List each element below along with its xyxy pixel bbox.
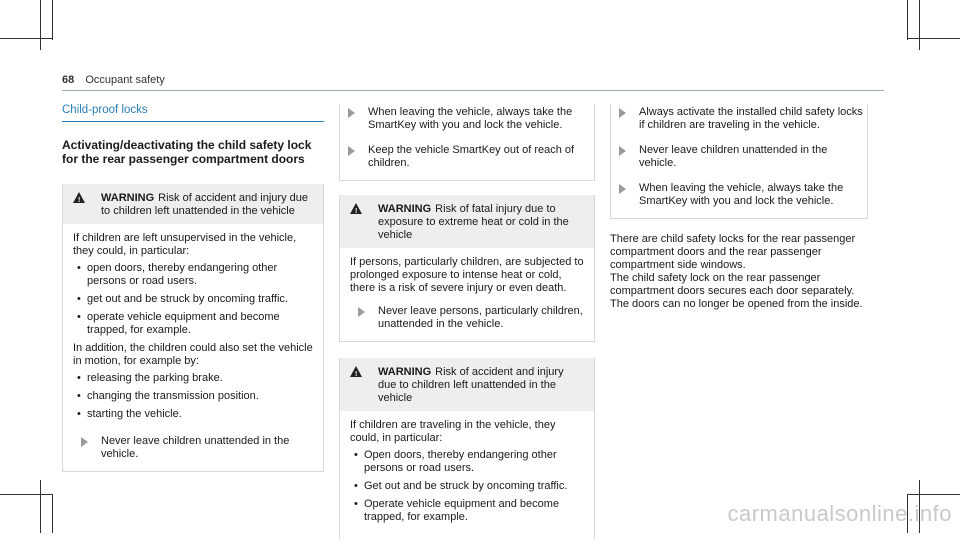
steps-box [339, 104, 595, 181]
step-text: Never leave persons, particularly children, unattended in the vehicle. [378, 305, 583, 330]
body-text [610, 233, 868, 311]
header-divider [62, 90, 884, 91]
warning-triangle-icon: ! [350, 366, 362, 377]
step-arrow-icon [619, 108, 626, 118]
page-header [62, 74, 165, 86]
column-1 [62, 104, 324, 486]
paragraph: The child safety lock on the rear passenger compartment doors secures each door separately. [610, 272, 855, 297]
steps-box [610, 104, 868, 219]
list-item: • releasing the parking brake. [87, 372, 313, 385]
section-title: Child-proof locks [62, 104, 324, 122]
step-arrow-icon [348, 146, 355, 156]
warning-header [63, 184, 323, 224]
warning-header [340, 195, 594, 248]
instruction-step [340, 106, 594, 132]
column-3 [610, 104, 868, 311]
list-item: • open doors, thereby endangering other persons or road users. [87, 262, 313, 288]
list-item: • changing the transmission position. [87, 390, 313, 403]
warning-intro: If children are traveling in the vehicle, they could, in particular: [350, 419, 556, 444]
warning-box [62, 184, 324, 472]
warning-label: WARNING [378, 366, 432, 378]
list-item: • Operate vehicle equipment and become trapped, for example. [364, 498, 584, 524]
crop-mark [40, 0, 41, 50]
step-arrow-icon [348, 108, 355, 118]
crop-mark [52, 494, 53, 533]
list-item: • Get out and be struck by oncoming traffic. [364, 480, 584, 493]
step-arrow-icon [619, 184, 626, 194]
column-2 [339, 104, 595, 553]
warning-headline: Risk of accident and injury due to children left unattended in the vehicle [101, 192, 308, 217]
warning-triangle-icon: ! [350, 203, 362, 214]
crop-mark [907, 0, 908, 40]
instruction-step [611, 144, 867, 170]
step-arrow-icon [81, 437, 88, 447]
bullet-list [73, 262, 313, 337]
warning-label: WARNING [378, 203, 432, 215]
list-item: • operate vehicle equipment and become trapped, for example. [87, 311, 313, 337]
watermark: carmanualsonline.info [727, 501, 952, 526]
instruction-step [611, 182, 867, 208]
bullet-list [73, 372, 313, 421]
step-text: Always activate the installed child safety locks if children are traveling in the vehicle. [639, 106, 863, 131]
warning-body [63, 224, 323, 471]
warning-headline: Risk of accident and injury due to children left unattended in the vehicle [378, 366, 564, 404]
crop-mark [40, 480, 41, 533]
paragraph: There are child safety locks for the rear passenger compartment doors and the rear passenger compartment side windows. [610, 233, 856, 271]
instruction-step [73, 435, 313, 461]
warning-intro: In addition, the children could also set the vehicle in motion, for example by: [73, 342, 313, 367]
list-item: • get out and be struck by oncoming traffic. [87, 293, 313, 306]
warning-box [339, 358, 595, 539]
step-text: When leaving the vehicle, always take the SmartKey with you and lock the vehicle. [639, 182, 844, 207]
crop-mark [908, 494, 960, 495]
instruction-step [350, 305, 584, 331]
warning-header [340, 358, 594, 411]
step-text: Keep the vehicle SmartKey out of reach of children. [368, 144, 575, 169]
instruction-step [340, 144, 594, 170]
crop-mark [52, 0, 53, 40]
instruction-step [611, 106, 867, 132]
crop-mark [0, 494, 52, 495]
warning-headline: Risk of fatal injury due to exposure to extreme heat or cold in the vehicle [378, 203, 569, 241]
step-arrow-icon [358, 307, 365, 317]
page-number: 68 [62, 74, 75, 86]
step-text: Never leave children unattended in the vehicle. [639, 144, 828, 169]
subsection-title: Activating/deactivating the child safety lock for the rear passenger compartment doors [62, 138, 312, 166]
header-section: Occupant safety [85, 74, 165, 86]
warning-box [339, 195, 595, 342]
warning-intro: If children are left unsupervised in the vehicle, they could, in particular: [73, 232, 297, 257]
crop-mark [0, 38, 52, 39]
crop-mark [908, 38, 960, 39]
warning-label: WARNING [101, 192, 155, 204]
warning-body [340, 411, 594, 539]
bullet-list [350, 449, 584, 524]
step-text: When leaving the vehicle, always take the SmartKey with you and lock the vehicle. [368, 106, 573, 131]
paragraph: The doors can no longer be opened from the inside. [610, 298, 863, 310]
warning-text: If persons, particularly children, are subjected to prolonged exposure to intense heat or cold, there is a risk of severe injury or even death. [350, 256, 584, 294]
step-text: Never leave children unattended in the vehicle. [101, 435, 290, 460]
step-arrow-icon [619, 146, 626, 156]
list-item: • starting the vehicle. [87, 408, 313, 421]
warning-triangle-icon: ! [73, 192, 85, 203]
warning-body [340, 248, 594, 341]
crop-mark [919, 0, 920, 50]
list-item: • Open doors, thereby endangering other persons or road users. [364, 449, 584, 475]
